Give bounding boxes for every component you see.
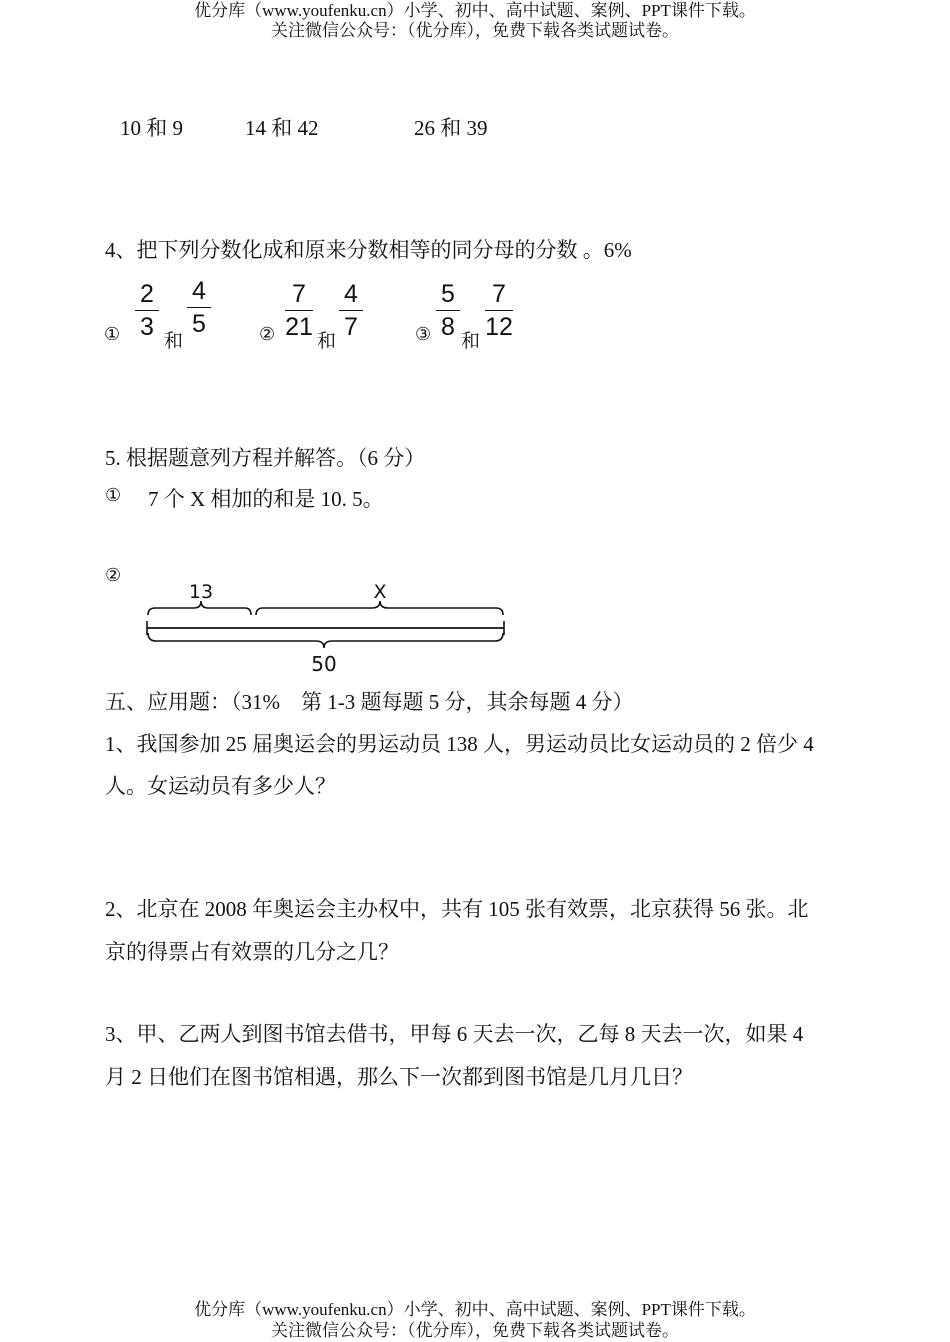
fraction-bar: [285, 310, 313, 311]
denominator: 7: [344, 313, 358, 341]
q4-item-3-fraction-b: [484, 280, 514, 341]
q4-item-1-fraction-b: [186, 277, 212, 338]
q5-item-1-marker: ①: [105, 485, 122, 506]
problem-3-line-1: 3、甲、乙两人到图书馆去借书，甲每 6 天去一次，乙每 8 天去一次，如果 4: [105, 1022, 804, 1046]
q4-item-2-and: 和: [317, 331, 337, 352]
fraction-bar: [485, 310, 513, 311]
q4-item-3-marker: ③: [415, 324, 432, 345]
problem-3-line-2: 月 2 日他们在图书馆相遇，那么下一次都到图书馆是几月几日？: [105, 1065, 693, 1089]
diagram-part-a-label: 13: [188, 581, 214, 603]
segment-brace-diagram: [140, 575, 520, 680]
diagram-part-b-label: X: [373, 581, 387, 603]
fraction-bar: [436, 310, 460, 311]
fraction-bar: [135, 310, 159, 311]
q5-item-1-text: 7 个 X 相加的和是 10. 5。: [148, 487, 384, 511]
q4-item-1-marker: ①: [104, 324, 121, 345]
numerator: 5: [441, 280, 455, 308]
numerator: 2: [140, 280, 154, 308]
denominator: 5: [192, 310, 206, 338]
numerator: 4: [192, 277, 206, 305]
footer-line-1: 优分库（www.youfenku.cn）小学、初中、高中试题、案例、PPT课件下载。: [194, 1300, 756, 1319]
q4-item-2-fraction-b: [338, 280, 364, 341]
number-pair-2: 14 和 42: [245, 116, 319, 140]
problem-1-line-1: 1、我国参加 25 届奥运会的男运动员 138 人，男运动员比女运动员的 2 倍少 4: [105, 732, 814, 756]
header-line-2: 关注微信公众号：（优分库），免费下载各类试题试卷。: [271, 21, 679, 40]
denominator: 12: [485, 313, 513, 341]
denominator: 21: [285, 313, 313, 341]
denominator: 3: [140, 313, 154, 341]
q4-item-3-fraction-a: [435, 280, 461, 341]
q4-item-2-fraction-a: [284, 280, 314, 341]
diagram-brace-part-a: [148, 601, 251, 615]
fraction-bar: [187, 307, 211, 308]
number-pair-3: 26 和 39: [414, 116, 488, 140]
q4-item-2-marker: ②: [259, 324, 276, 345]
footer-line-2: 关注微信公众号：（优分库），免费下载各类试题试卷。: [271, 1321, 679, 1340]
diagram-total-label: 50: [311, 652, 337, 676]
q4-item-1-fraction-a: [134, 280, 160, 341]
header-line-1: 优分库（www.youfenku.cn）小学、初中、高中试题、案例、PPT课件下载。: [194, 1, 756, 20]
q4-title: 4、把下列分数化成和原来分数相等的同分母的分数 。6%: [105, 238, 632, 262]
section5-title: 五、应用题：（31% 第 1-3 题每题 5 分，其余每题 4 分）: [105, 690, 634, 714]
q4-item-1-and: 和: [164, 331, 184, 352]
q5-title: 5. 根据题意列方程并解答。（6 分）: [105, 446, 426, 470]
fraction-bar: [339, 310, 363, 311]
diagram-brace-part-b: [256, 601, 503, 615]
q4-item-3-and: 和: [461, 331, 481, 352]
numerator: 4: [344, 280, 358, 308]
q5-item-2-marker: ②: [105, 565, 122, 586]
problem-2-line-2: 京的得票占有效票的几分之几？: [105, 940, 399, 964]
problem-1-line-2: 人。女运动员有多少人？: [105, 774, 336, 798]
number-pair-1: 10 和 9: [120, 116, 183, 140]
problem-2-line-1: 2、北京在 2008 年奥运会主办权中，共有 105 张有效票，北京获得 56 张。北: [105, 897, 809, 921]
diagram-brace-total: [148, 633, 503, 648]
numerator: 7: [292, 280, 306, 308]
numerator: 7: [492, 280, 506, 308]
denominator: 8: [441, 313, 455, 341]
